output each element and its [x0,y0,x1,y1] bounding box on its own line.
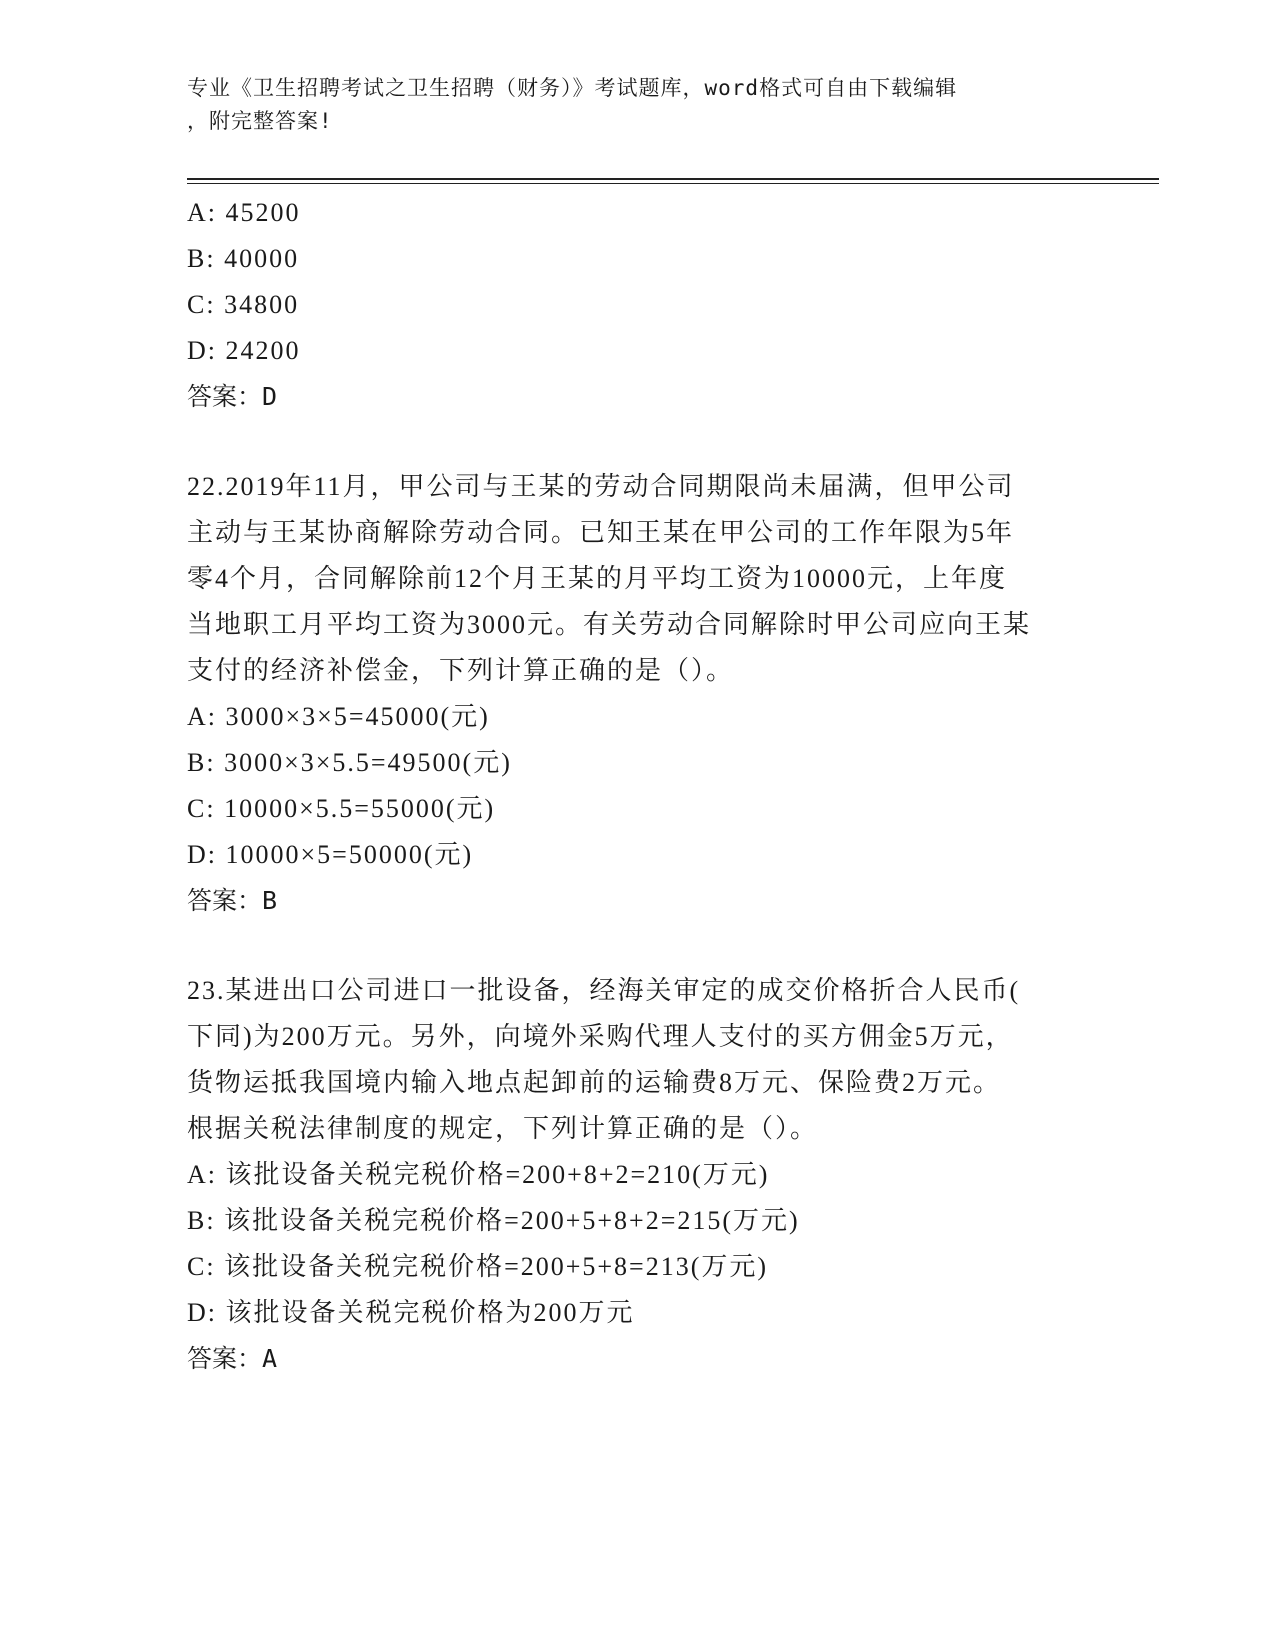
question-23 [187,968,1087,1382]
prev-question-block [187,190,1087,420]
answer-line: 答案：D [187,382,278,411]
option-d: D: 10000×5=50000(元) [187,840,474,869]
question-text [187,968,1087,1152]
spacer [187,924,1087,968]
option-c: C: 34800 [187,290,300,319]
question-line: 主动与王某协商解除劳动合同。已知王某在甲公司的工作年限为5年 [187,518,1015,547]
question-line: 支付的经济补偿金，下列计算正确的是（）。 [187,656,735,685]
spacer [187,420,1087,464]
document-header [187,72,1087,138]
question-line: 当地职工月平均工资为3000元。有关劳动合同解除时甲公司应向王某 [187,610,1032,639]
question-22 [187,464,1087,924]
answer-line: 答案：A [187,1344,278,1373]
question-line: 零4个月，合同解除前12个月王某的月平均工资为10000元，上年度 [187,564,1008,593]
question-text [187,464,1087,694]
option-d: D: 24200 [187,336,301,365]
question-line: 22.2019年11月，甲公司与王某的劳动合同期限尚未届满，但甲公司 [187,472,1015,501]
option-a: A: 3000×3×5=45000(元) [187,702,490,731]
option-b: B: 3000×3×5.5=49500(元) [187,748,512,777]
question-line: 根据关税法律制度的规定，下列计算正确的是（）。 [187,1114,819,1143]
option-a: A: 该批设备关税完税价格=200+8+2=210(万元) [187,1160,770,1189]
option-a: A: 45200 [187,198,301,227]
option-d: D: 该批设备关税完税价格为200万元 [187,1298,635,1327]
option-b: B: 40000 [187,244,300,273]
header-rule-thick [187,178,1159,180]
document-body [187,190,1087,1382]
option-c: C: 10000×5.5=55000(元) [187,794,496,823]
option-c: C: 该批设备关税完税价格=200+5+8=213(万元) [187,1252,769,1281]
question-line: 下同)为200万元。另外，向境外采购代理人支付的买方佣金5万元， [187,1022,1014,1051]
question-line: 23.某进出口公司进口一批设备，经海关审定的成交价格折合人民币( [187,976,1021,1005]
option-b: B: 该批设备关税完税价格=200+5+8+2=215(万元) [187,1206,800,1235]
header-line-2: ，附完整答案! [187,109,333,133]
header-rule-thin [187,183,1159,184]
question-line: 货物运抵我国境内输入地点起卸前的运输费8万元、保险费2万元。 [187,1068,1002,1097]
header-line-1: 专业《卫生招聘考试之卫生招聘（财务）》考试题库，word格式可自由下载编辑 [187,76,958,100]
answer-line: 答案：B [187,886,278,915]
